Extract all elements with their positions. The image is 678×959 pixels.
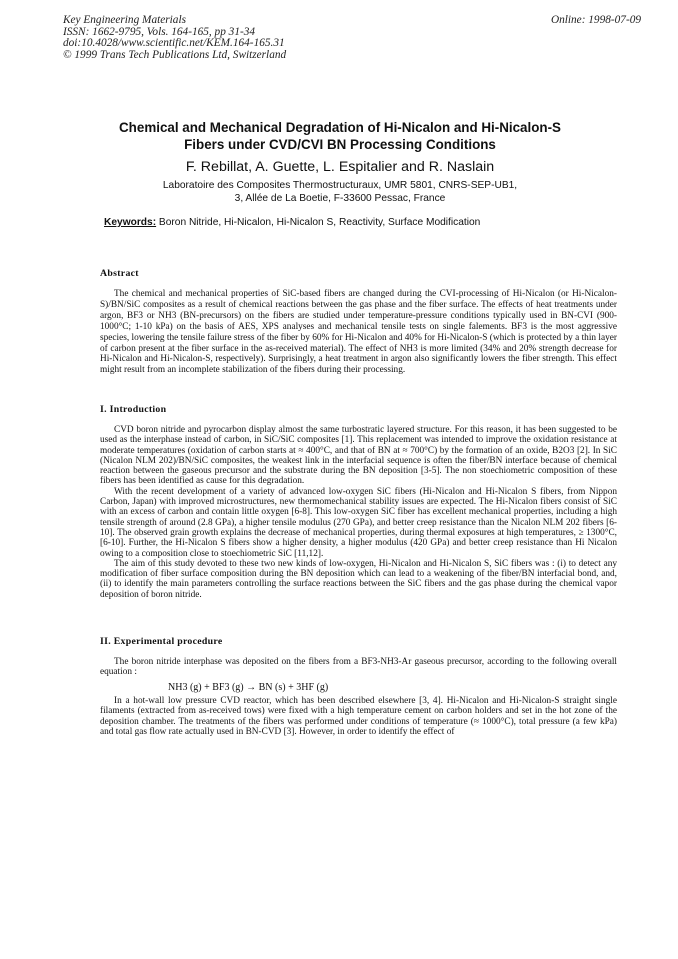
journal-header — [63, 15, 286, 61]
affiliation-line-2: 3, Allée de La Boetie, F-33600 Pessac, France — [234, 192, 446, 204]
experimental-paragraph-2: In a hot-wall low pressure CVD reactor, which has been described elsewhere [3, 4]. Hi-Nicalon and Hi-Nicalon-S straight single filaments (extracted from as-received tows) were fixed with a high temperature cement on carbon holders and set in the hot zone of the deposition chamber. The treatments of the fibers was performed under conditions of temperature (≈ 1000°C), total pressure (a few kPa) and total gas flow rate actually used in BN-CVD [3]. However, in order to identify the effect of — [100, 696, 617, 737]
introduction-heading: I. Introduction — [100, 404, 167, 415]
experimental-body — [100, 696, 617, 737]
affiliation-line-1: Laboratoire des Composites Thermostructuraux, UMR 5801, CNRS-SEP-UB1, — [162, 180, 518, 191]
journal-name: Key Engineering Materials — [63, 14, 186, 26]
abstract-text: The chemical and mechanical properties of SiC-based fibers are changed during the CVI-processing of Hi-Nicalon (or Hi-Nicalon-S)/BN/SiC composites as a result of chemical reactions between the gas phase and the fiber surface. The effects of heat treatments under argon, BF3 or NH3 (BN-precursors) on the fibers are studied under temperature-pressure conditions typically used in BN-CVI (900-1000°C; 1-10 kPa) on the basis of AES, XPS analyses and mechanical tensile tests on single falements. BF3 is the most aggressive species, lowering the tensile failure stress of the fiber by 60% for Hi-Nicalon and 40% for Hi-Nicalon-S (which is protected by a thin layer of carbon present at the fiber surface in the as-received material). The effect of NH3 is more limited (34% and 20% strength decrease for Hi-Nicalon and Hi-Nicalon-S, respectively). Surprisingly, a heat treatment in argon also significantly lowers the fiber strength. This effect might result from an incomplete stabilization of the fibers during their processing. — [100, 289, 617, 376]
issn-line: ISSN: 1662-9795, Vols. 164-165, pp 31-34 — [63, 25, 256, 38]
keywords-label: Keywords: — [104, 217, 157, 228]
experimental-heading: II. Experimental procedure — [100, 636, 223, 647]
copyright-line: © 1999 Trans Tech Publications Ltd, Switzerland — [63, 48, 287, 61]
keywords — [104, 217, 480, 229]
doi-line: doi:10.4028/www.scientific.net/KEM.164-165.31 — [63, 37, 285, 49]
abstract-body — [100, 289, 617, 376]
abstract-heading: Abstract — [100, 268, 139, 279]
introduction-body — [100, 425, 617, 600]
intro-paragraph-3: The aim of this study devoted to these two new kinds of low-oxygen, Hi-Nicalon and Hi-Nicalon S, SiC fibers was : (i) to detect any modification of fiber surface composition during the BN deposition which can lead to a weakening of the fiber/BN interfacial bond, and, (ii) to identify the main parameters controlling the surface reactions between the SiC fibers and the gas phase during the chemical vapor deposition of boron nitride. — [100, 558, 617, 600]
reaction-equation: NH3 (g) + BF3 (g) → BN (s) + 3HF (g) — [168, 682, 329, 693]
authors: F. Rebillat, A. Guette, L. Espitalier and R. Naslain — [185, 159, 495, 175]
experimental-paragraph-1: The boron nitride interphase was deposited on the fibers from a BF3-NH3-Ar gaseous precursor, according to the following overall equation : — [100, 657, 617, 678]
online-date: Online: 1998-07-09 — [550, 14, 641, 26]
title-line-1: Chemical and Mechanical Degradation of Hi-Nicalon and Hi-Nicalon-S — [119, 120, 561, 135]
keywords-list: Boron Nitride, Hi-Nicalon, Hi-Nicalon S, Reactivity, Surface Modification — [156, 217, 481, 228]
title-line-2: Fibers under CVD/CVI BN Processing Conditions — [184, 136, 496, 152]
intro-paragraph-1: CVD boron nitride and pyrocarbon display almost the same turbostratic layered structure. For this reason, it has been suggested to be used as the interphase instead of carbon, in SiC/SiC composites [1]. This replacement was intended to improve the oxidation resistance at moderate temperatures (oxidation of carbon starts at ≈ 400°C, and that of BN at ≈ 700°C) by the formation of an oxide, B2O3 [2]. In SiC (Nicalon NLM 202)/BN/SiC composites, the weakest link in the interfacial sequence is often the fiber/BN interface because of chemical reaction between the gaseous precursor and the substrate during the BN deposition [3-5]. The non stoechiometric composition of these fibers has been identified as cause for this degradation. — [100, 425, 617, 487]
intro-paragraph-2: With the recent development of a variety of advanced low-oxygen SiC fibers (Hi-Nicalon and Hi-Nicalon S fibers, from Nippon Carbon, Japan) with improved microstructures, new thermomechanical stability issues are expected. The Hi-Nicalon fibers consist of SiC with an excess of carbon and contain little oxygen [6-8]. This low-oxygen SiC fiber has excellent mechanical properties, including a high tensile strength of around (2.8 GPa), a higher tensile modulus (270 GPa), and better creep resistance than the Nicalon NLM 202 fibers [6-10]. The observed grain growth explains the decrease of mechanical properties, during thermal exposures at high temperatures, ≥ 1300°C, [6-10]. Further, the Hi-Nicalon S fibers show a higher density, a higher modulus (420 GPa) and better creep resistance than Hi Nicalon owing to a composition close to stoechiometric SiC [11,12]. — [100, 486, 617, 559]
paper-title — [80, 120, 600, 153]
experimental-intro — [100, 657, 617, 678]
affiliation — [80, 180, 600, 205]
